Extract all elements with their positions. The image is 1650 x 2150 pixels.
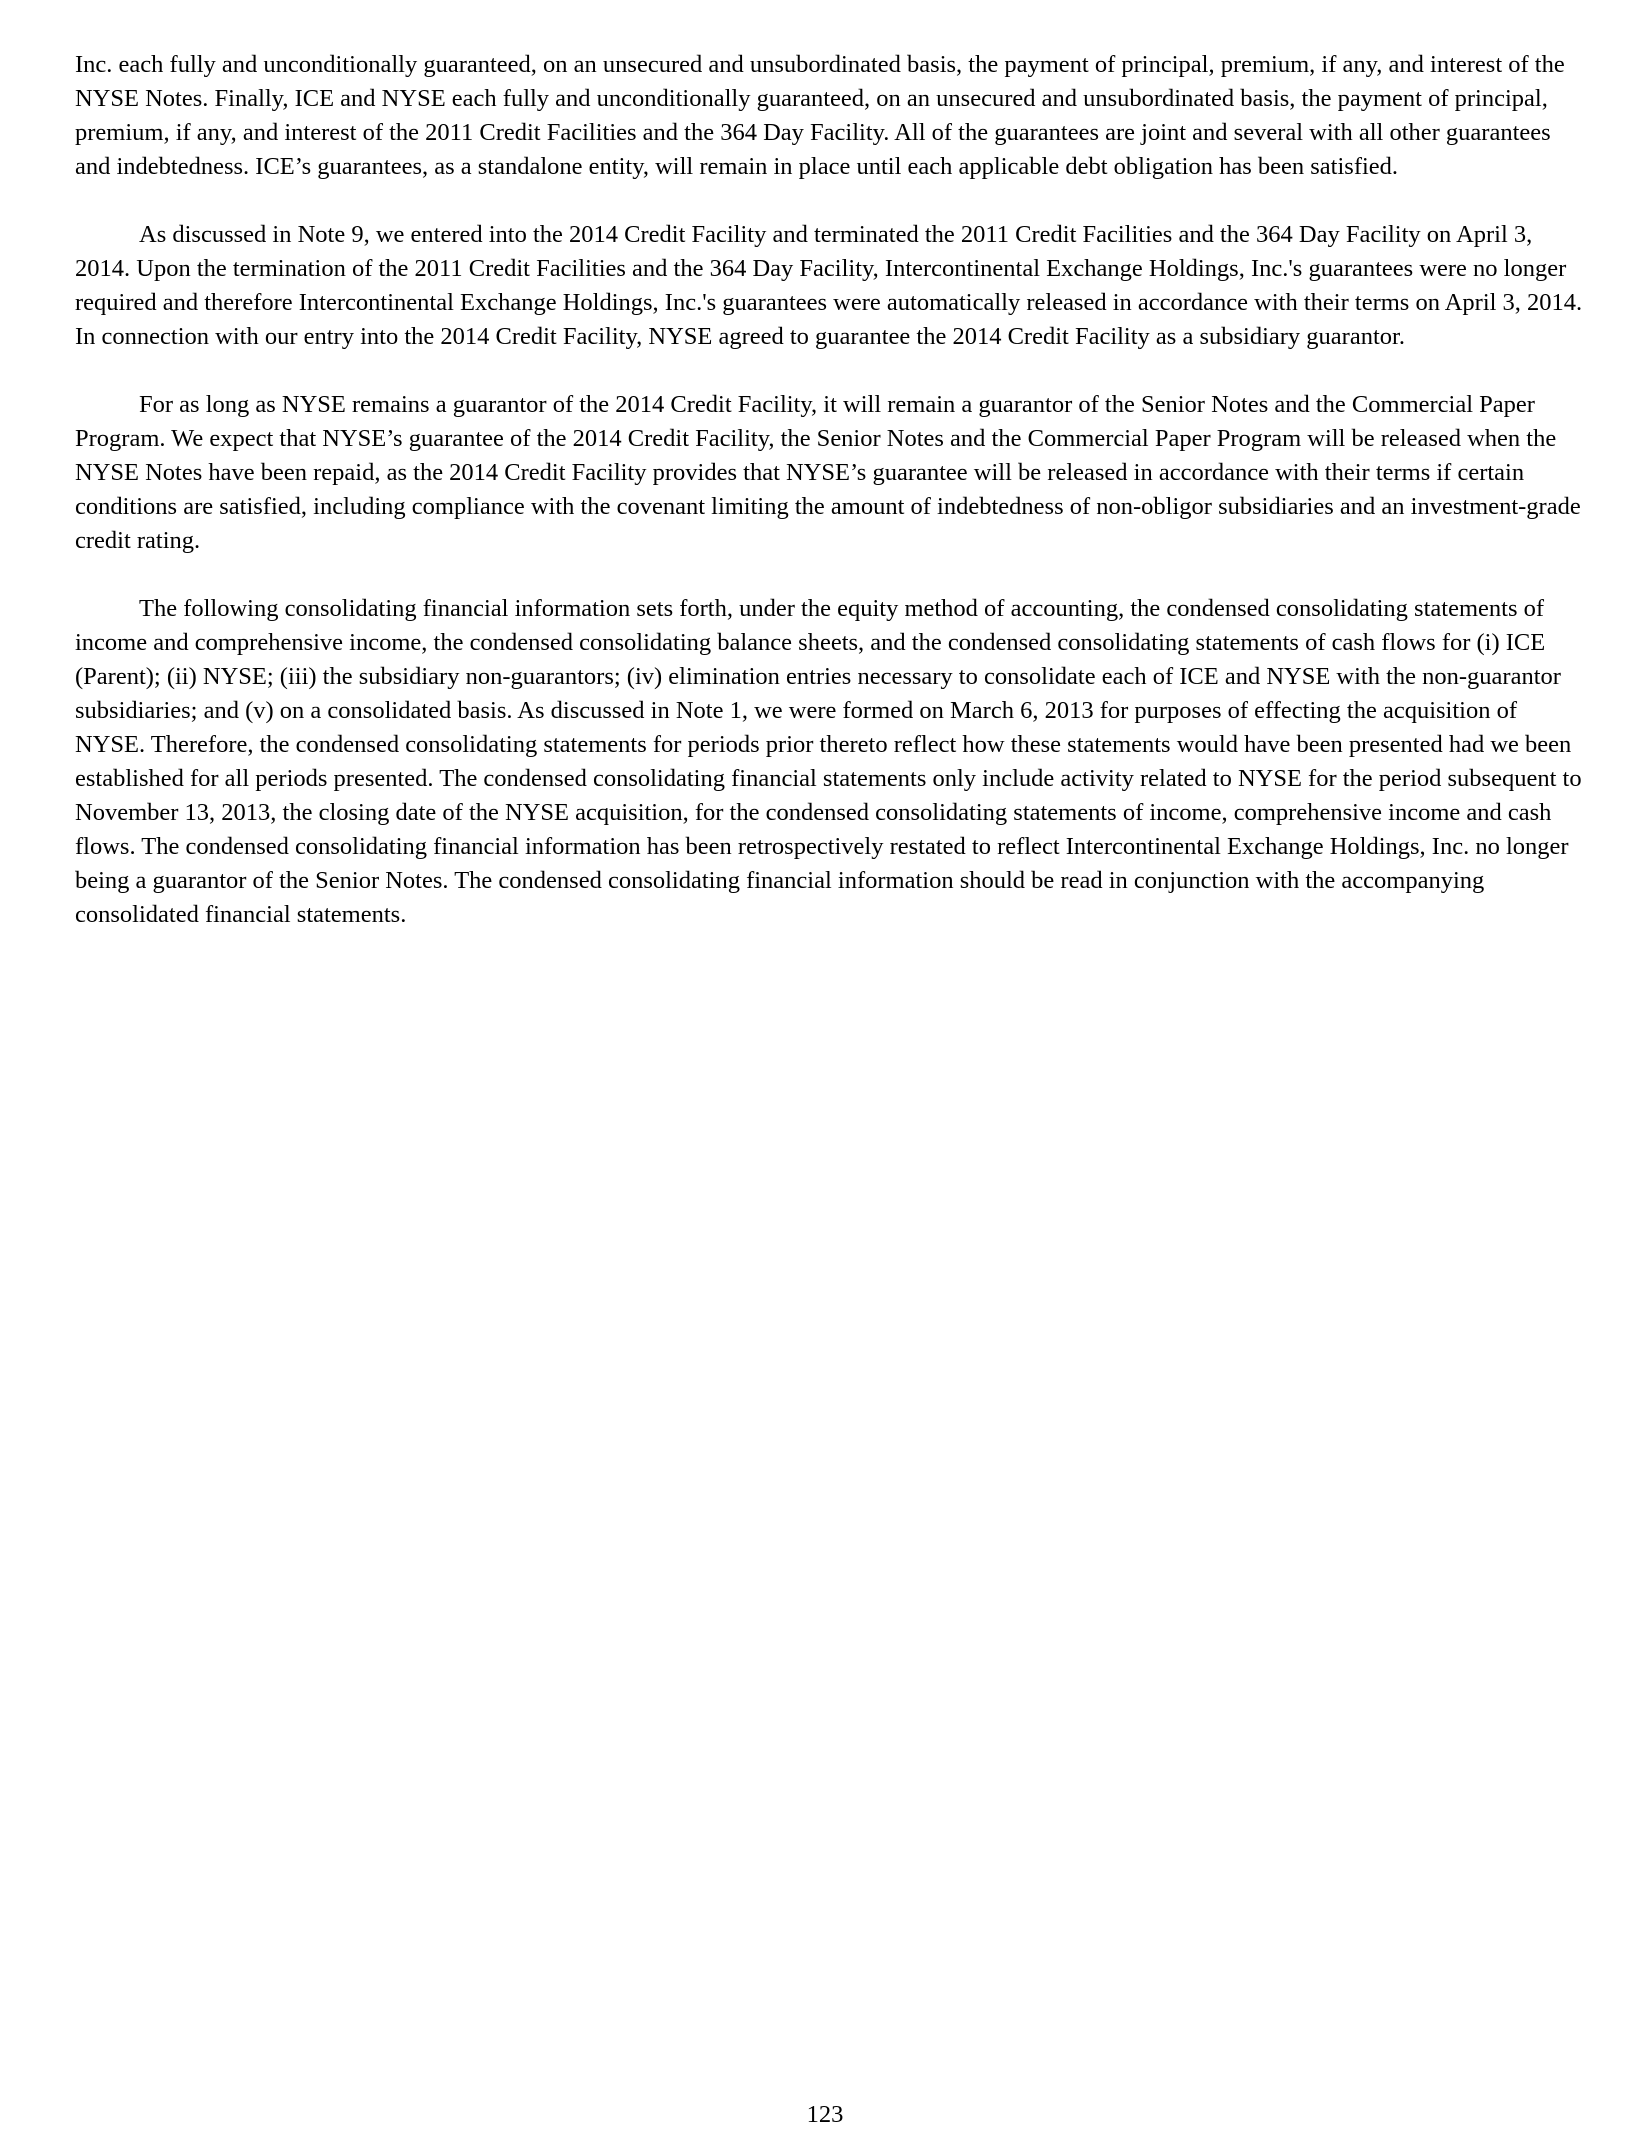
paragraph-nyse-guarantor: For as long as NYSE remains a guarantor of the 2014 Credit Facility, it will remain a guarantor of the Senior Notes and the Commercial Paper Program. We expect that NYSE’s guarantee of the 2014 Credit Facility, the Senior Notes and the Commercial Paper Program will be released when the NYSE Notes have been repaid, as the 2014 Credit Facility provides that NYSE’s guarantee will be released in accordance with their terms if certain conditions are satisfied, including compliance with the covenant limiting the amount of indebtedness of non-obligor subsidiaries and an investment-grade credit rating. [75, 391, 1581, 554]
page-number: 123 [806, 2101, 844, 2128]
paragraph-credit-facility-termination: As discussed in Note 9, we entered into the 2014 Credit Facility and terminated the 2011 Credit Facilities and the 364 Day Facility on April 3, 2014. Upon the termination of the 2011 Credit Facilities and the 364 Day Facility, Intercontinental Exchange Holdings, Inc.'s guarantees were no longer required and therefore Intercontinental Exchange Holdings, Inc.'s guarantees were automatically released in accordance with their terms on April 3, 2014. In connection with our entry into the 2014 Credit Facility, NYSE agreed to guarantee the 2014 Credit Facility as a subsidiary guarantor. [75, 221, 1583, 350]
paragraph-guarantees-continued: Inc. each fully and unconditionally guaranteed, on an unsecured and unsubordinated basis, the payment of principal, premium, if any, and interest of the NYSE Notes. Finally, ICE and NYSE each fully and unconditionally guaranteed, on an unsecured and unsubordinated basis, the payment of principal, premium, if any, and interest of the 2011 Credit Facilities and the 364 Day Facility. All of the guarantees are joint and several with all other guarantees and indebtedness. ICE’s guarantees, as a standalone entity, will remain in place until each applicable debt obligation has been satisfied. [75, 51, 1565, 180]
document-body [75, 48, 1585, 966]
paragraph-consolidating-information: The following consolidating financial information sets forth, under the equity method of accounting, the condensed consolidating statements of income and comprehensive income, the condensed consolidating balance sheets, and the condensed consolidating statements of cash flows for (i) ICE (Parent); (ii) NYSE; (iii) the subsidiary non-guarantors; (iv) elimination entries necessary to consolidate each of ICE and NYSE with the non-guarantor subsidiaries; and (v) on a consolidated basis. As discussed in Note 1, we were formed on March 6, 2013 for purposes of effecting the acquisition of NYSE. Therefore, the condensed consolidating statements for periods prior thereto reflect how these statements would have been presented had we been established for all periods presented. The condensed consolidating financial statements only include activity related to NYSE for the period subsequent to November 13, 2013, the closing date of the NYSE acquisition, for the condensed consolidating statements of income, comprehensive income and cash flows. The condensed consolidating financial information has been retrospectively restated to reflect Intercontinental Exchange Holdings, Inc. no longer being a guarantor of the Senior Notes. The condensed consolidating financial information should be read in conjunction with the accompanying consolidated financial statements. [75, 595, 1582, 928]
